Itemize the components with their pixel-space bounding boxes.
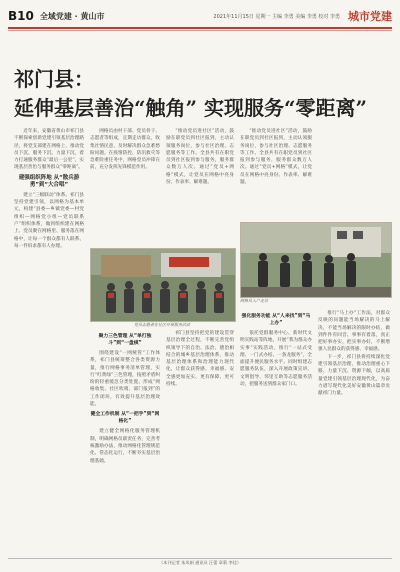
article-column-3: [166, 330, 234, 556]
article-column-4-top: [240, 128, 312, 220]
news-photo-1: [90, 248, 236, 322]
body-paragraph: 下一步，祁门县将持续深化党建引领基层治理，推动治理重心下移、力量下沉、资源下倾，以高质量党建引领基层治理现代化，为奋力谱写现代化美好安徽黄山篇章贡献祁门力量。: [318, 354, 390, 397]
headline-place: 祁门县：: [14, 67, 94, 91]
photo-1-image: [91, 249, 235, 321]
article-column-4: [240, 310, 312, 556]
body-paragraph: 依托党群服务中心、新时代文明实践站等阵地，开展“我为群众办实事”实践活动，推行“一站式受理、一门式办结、一条龙服务”，全面提升便民服务水平。同时组建志愿服务队伍，深入开展政策宣讲、文明倡导、邻里互助等志愿服务活动，把服务送到群众家门口。: [240, 331, 312, 388]
body-paragraph: 祁门县坚持把党的建设贯穿基层治理全过程，不断完善党组织领导下的自治、法治、德治相结合的城乡基层治理体系，推动基层治理体系和治理能力现代化，让群众获得感、幸福感、安全感更加充实、更有保障、更可持续。: [166, 331, 234, 388]
article-column-2: [90, 330, 160, 556]
body-paragraph: “推动党员进社区”活动，鼓励在职党员到社区报到，主动认领服务岗位，参与社区治理、志愿服务等工作。全县共有在职党员到社区报到参与服务，服务群众数万人次。通过“党员+网格”模式，让党员在网格中亮身份、作表率、解难题。: [240, 129, 312, 186]
subheading-1: 建强组织阵地 从“散兵游勇”到“大合唱”: [18, 174, 80, 188]
masthead-logo: 城市党建: [348, 10, 392, 23]
issue-info: 2021年11月15日 星期一 主编 李勇 美编 李勇 校对 李勇: [213, 13, 340, 20]
page-number: B10: [8, 9, 34, 23]
subheading-2: 聚力三色管理 从“单打独斗”到“一盘棋”: [98, 334, 152, 346]
news-photo-2: [240, 222, 392, 298]
photo-2-image: [241, 223, 391, 297]
photo-2-caption: 网格员入户走访: [240, 298, 268, 303]
subheading-3: 健全工作机制 从“一把手”到“网格化”: [90, 412, 160, 425]
article-column-5: [318, 310, 390, 556]
body-paragraph: 建立“三级联动”体系。祁门县坚持党建引领，以网格为基本单元，构建“县委—乡镇党委—村党组织—网格党小组—党员联系户”组织体系，做到组织建在网格上、党员聚在网格里、服务落在网格中，让每一个群众都有人联系、每一件诉求都有人办理。: [14, 192, 84, 249]
article-column-2-top: [90, 128, 160, 248]
header-rule: [8, 27, 392, 29]
subheading-4: 强化服务功能 从“人来找”到“马上办”: [241, 314, 311, 326]
footer-rule: [8, 558, 392, 559]
intro-paragraph: 近年来，安徽省黄山市祁门县不断探索创新党建引领基层治理路径，将党支部建在网格上，推动党员下沉、服务下沉、力量下沉，着力打通服务群众“最后一公里”，实现基层善治与服务群众“零距离”。: [14, 129, 84, 171]
body-paragraph: 围绕建设“一网统管”工作体系，祁门县统筹整合各类资源力量，推行网格事务清单管理，实行“红黄绿”三色管理，按照矛盾纠纷的轻重缓急分类处置，形成“网格收集、社区吹哨、部门报到”的工作闭环，有效提升基层治理效能。: [90, 351, 160, 408]
photo-1-caption: 党员志愿者在社区开展服务活动: [134, 322, 190, 327]
article-column-3-top: [166, 128, 234, 246]
section-title: 全域党建 · 黄山市: [39, 11, 105, 21]
body-paragraph: 推行“马上办”工作法，对群众反映的问题能当场解决的马上解决，不能当场解决的限时办结，做到件件有回音、事事有着落，真正把好事办实、把实事办好，不断增强人民群众的获得感、幸福感。: [318, 311, 390, 353]
article-column-1: [14, 128, 84, 556]
headline-title: 延伸基层善治“触角” 实现服务“零距离”: [14, 96, 367, 120]
body-paragraph: 建立健全网格化服务管理机制，明确网格员职责任务，完善考核激励办法，推动网格化管理规范化、常态化运行，不断夯实基层治理基础。: [90, 429, 160, 464]
body-paragraph: 网格员由村干部、党员骨干、志愿者等组成，定期走访群众，收集社情民意，及时解决群众急难愁盼问题。在疫情防控、防汛救灾等急难险重任务中，网格党员冲锋在前，充分发挥先锋模范作用。: [90, 129, 160, 171]
body-paragraph: “推动党员进社区”活动，鼓励在职党员到社区报到，主动认领服务岗位，参与社区治理、志愿服务等工作。全县共有在职党员到社区报到参与服务，服务群众数万人次。通过“党员+网格”模式，让党员在网格中亮身份、作表率、解难题。: [166, 129, 234, 186]
header-rule-thin: [8, 30, 392, 31]
article-credit: （本刊记者 朱凤娟 通讯员 汪蕾 章莉 李佳）: [158, 560, 242, 565]
page-header: [8, 6, 392, 26]
